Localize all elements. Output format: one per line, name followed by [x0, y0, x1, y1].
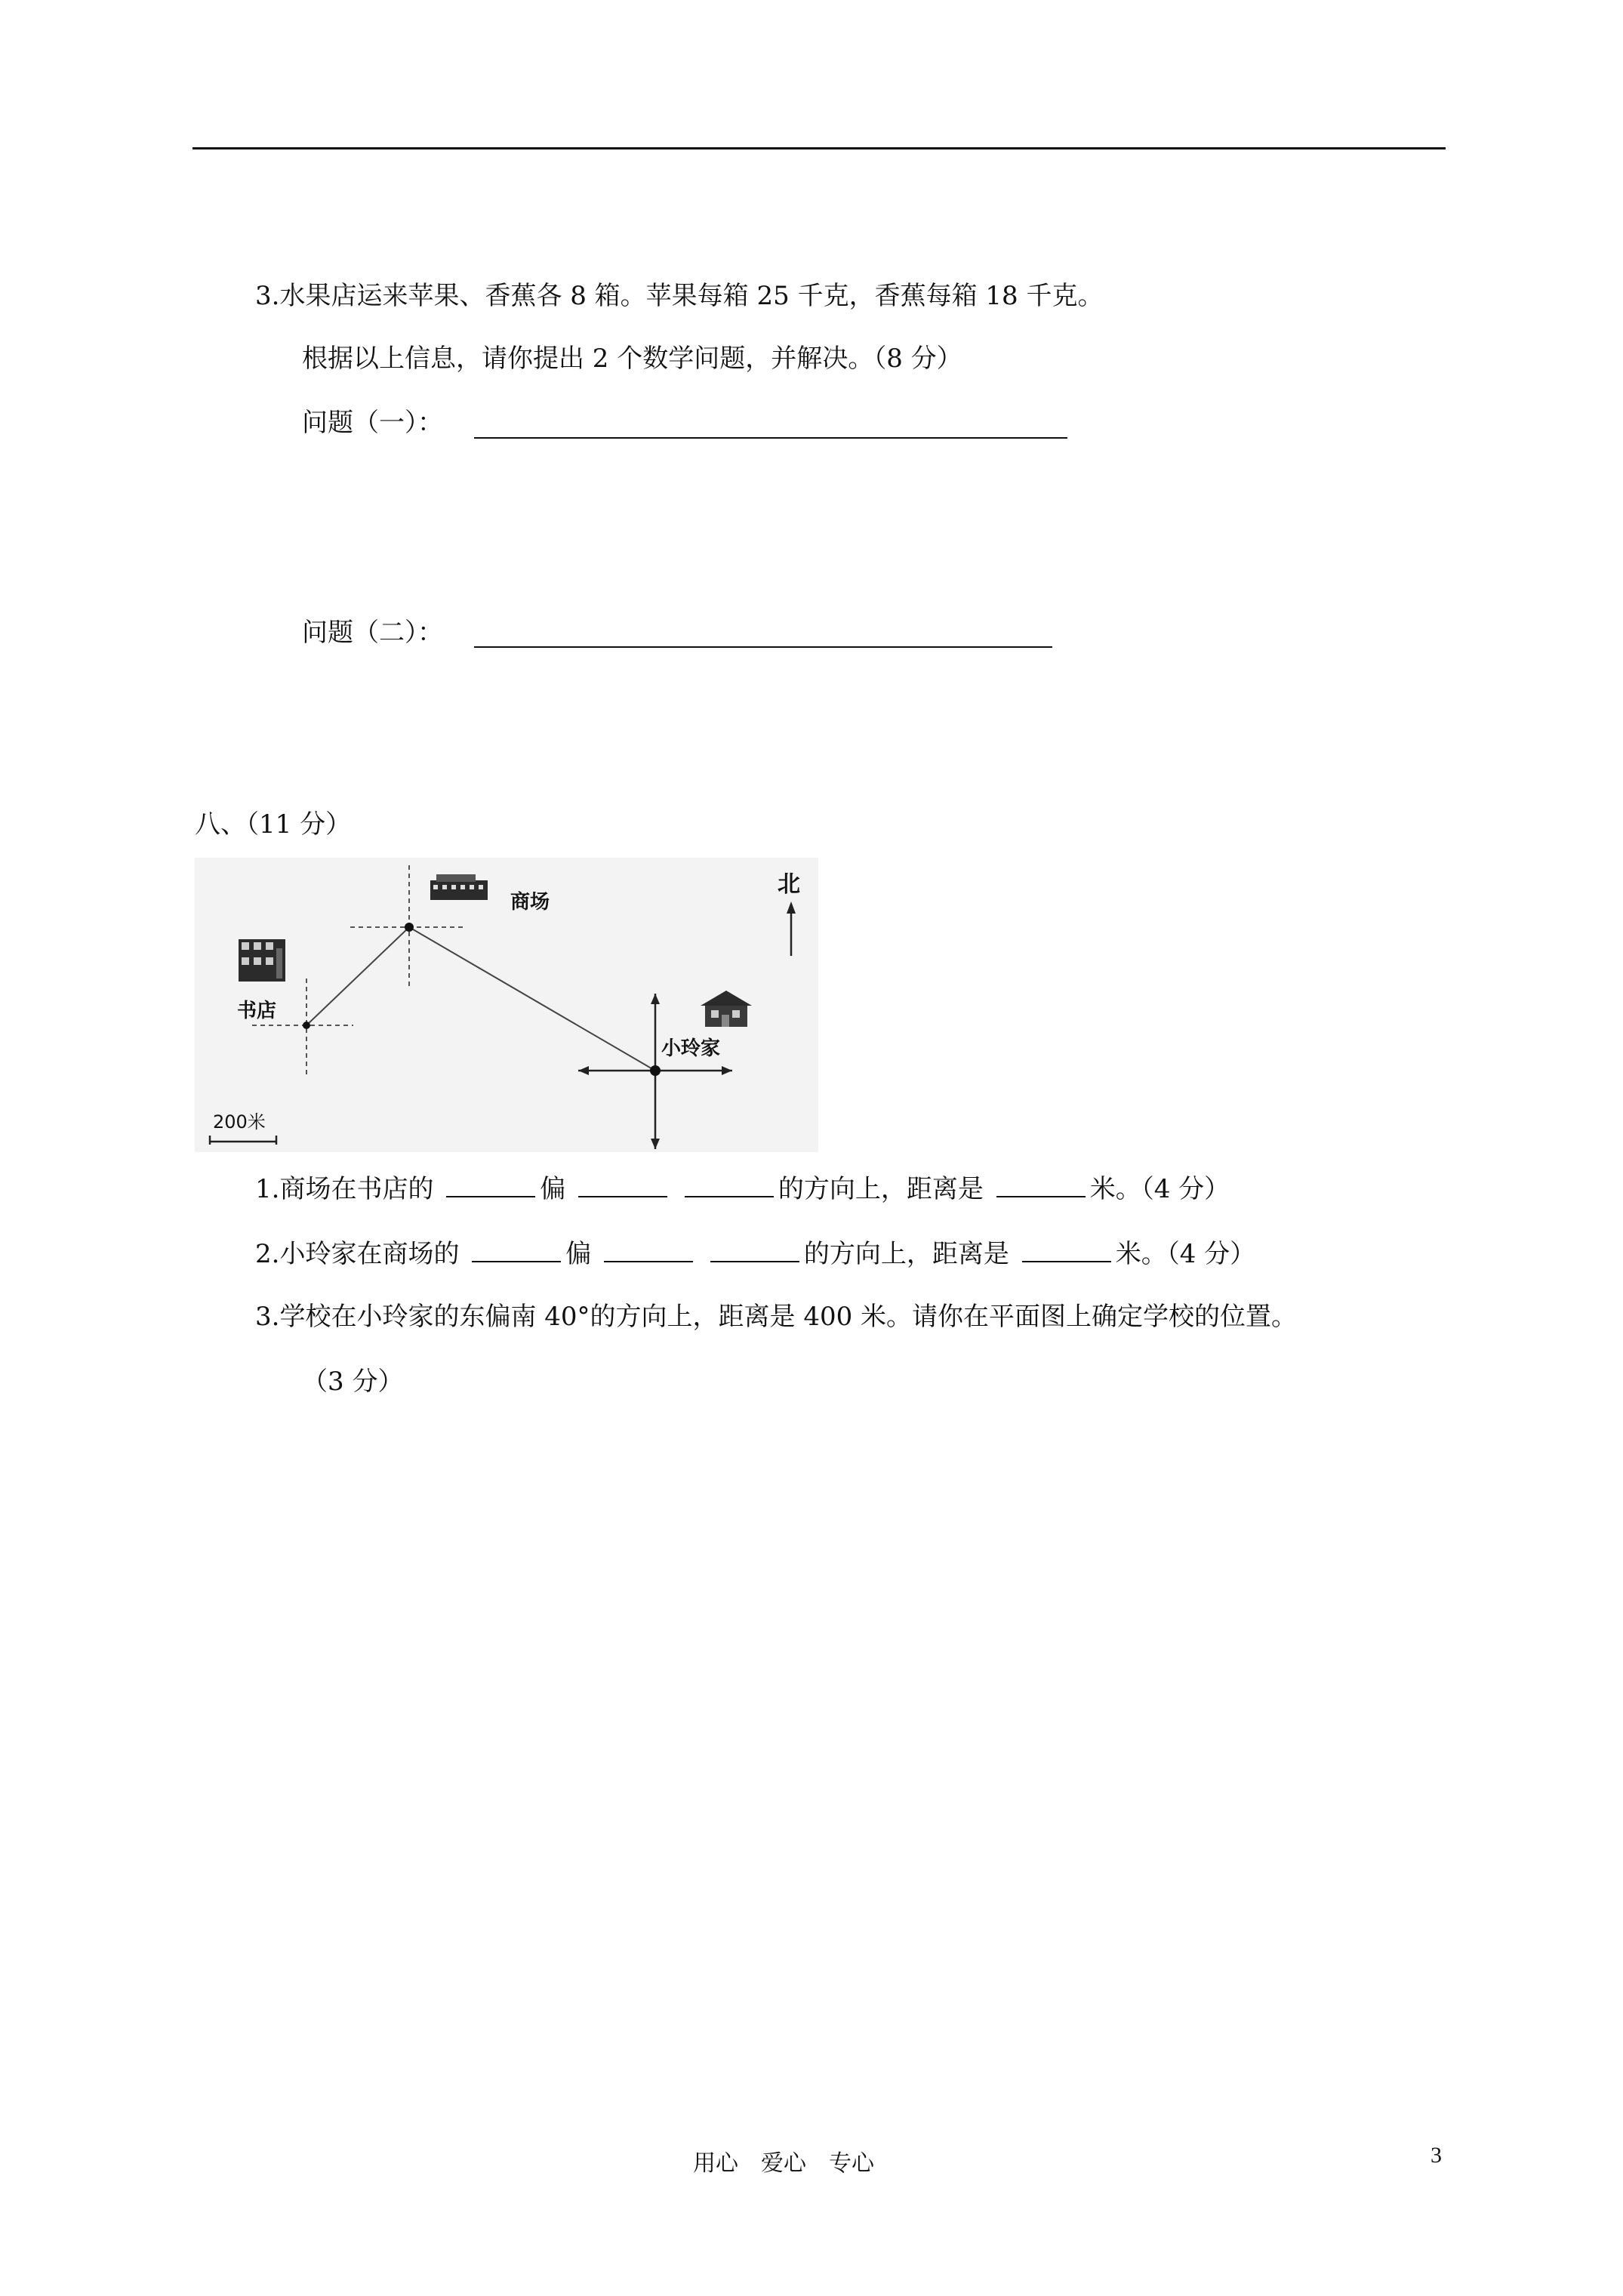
item1-row: [255, 1173, 1230, 1204]
north-arrowhead: [651, 994, 660, 1004]
item2-mid2: 的方向上，距离是: [803, 1239, 1009, 1269]
home-house-icon: [701, 991, 752, 1027]
item2-blank-4[interactable]: [1022, 1238, 1111, 1262]
mall-label: 商场: [510, 891, 550, 914]
footer-motto: 用心 爱心 专心: [693, 2150, 874, 2177]
item2-suffix: 米。（4 分）: [1115, 1239, 1256, 1269]
question2-answer-line[interactable]: [474, 646, 1052, 648]
mall-building-icon: [430, 874, 488, 900]
direction-map: [195, 858, 818, 1152]
north-arrow-head: [787, 901, 796, 914]
item2-blank-3[interactable]: [710, 1238, 799, 1262]
q3-statement: 3.水果店运来苹果、香蕉各 8 箱。苹果每箱 25 千克，香蕉每箱 18 千克。: [255, 281, 1104, 311]
east-arrowhead: [722, 1066, 732, 1075]
map-drawing: [195, 858, 818, 1152]
item1-blank-4[interactable]: [996, 1173, 1086, 1197]
item3-points: （3 分）: [302, 1367, 404, 1397]
mall-point: [405, 923, 414, 932]
west-arrowhead: [578, 1066, 589, 1075]
bookstore-building-icon: [239, 939, 285, 982]
item1-blank-3[interactable]: [685, 1173, 774, 1197]
item1-prefix: 1.商场在书店的: [255, 1174, 434, 1204]
item1-suffix: 米。（4 分）: [1089, 1174, 1230, 1204]
north-label: 北: [778, 871, 800, 898]
south-arrowhead: [651, 1139, 660, 1149]
item3-text: 3.学校在小玲家的东偏南 40°的方向上，距离是 400 米。请你在平面图上确定学校的位置。: [255, 1302, 1298, 1332]
item2-mid1: 偏: [565, 1239, 592, 1269]
route-mall-to-home: [409, 927, 655, 1071]
home-point: [650, 1065, 661, 1076]
section8-heading: 八、（11 分）: [195, 809, 352, 840]
page-number: 3: [1431, 2143, 1442, 2168]
question2-label: 问题（二）：: [302, 618, 443, 648]
item1-mid2: 的方向上，距离是: [778, 1174, 984, 1204]
route-bookstore-to-mall: [306, 927, 409, 1025]
item1-blank-2[interactable]: [578, 1173, 667, 1197]
header-rule: [192, 147, 1446, 149]
item2-blank-2[interactable]: [604, 1238, 693, 1262]
home-label: 小玲家: [661, 1037, 721, 1060]
item1-blank-1[interactable]: [446, 1173, 535, 1197]
item1-mid1: 偏: [540, 1174, 566, 1204]
item2-blank-1[interactable]: [472, 1238, 561, 1262]
bookstore-label: 书店: [237, 1000, 277, 1022]
bookstore-point: [303, 1022, 310, 1029]
item2-prefix: 2.小玲家在商场的: [255, 1239, 460, 1269]
question1-label: 问题（一）：: [302, 408, 443, 438]
item2-row: [255, 1238, 1255, 1269]
scale-label: 200米: [213, 1111, 266, 1133]
q3-instruction: 根据以上信息，请你提出 2 个数学问题，并解决。（8 分）: [302, 344, 962, 374]
question1-answer-line[interactable]: [474, 437, 1067, 439]
